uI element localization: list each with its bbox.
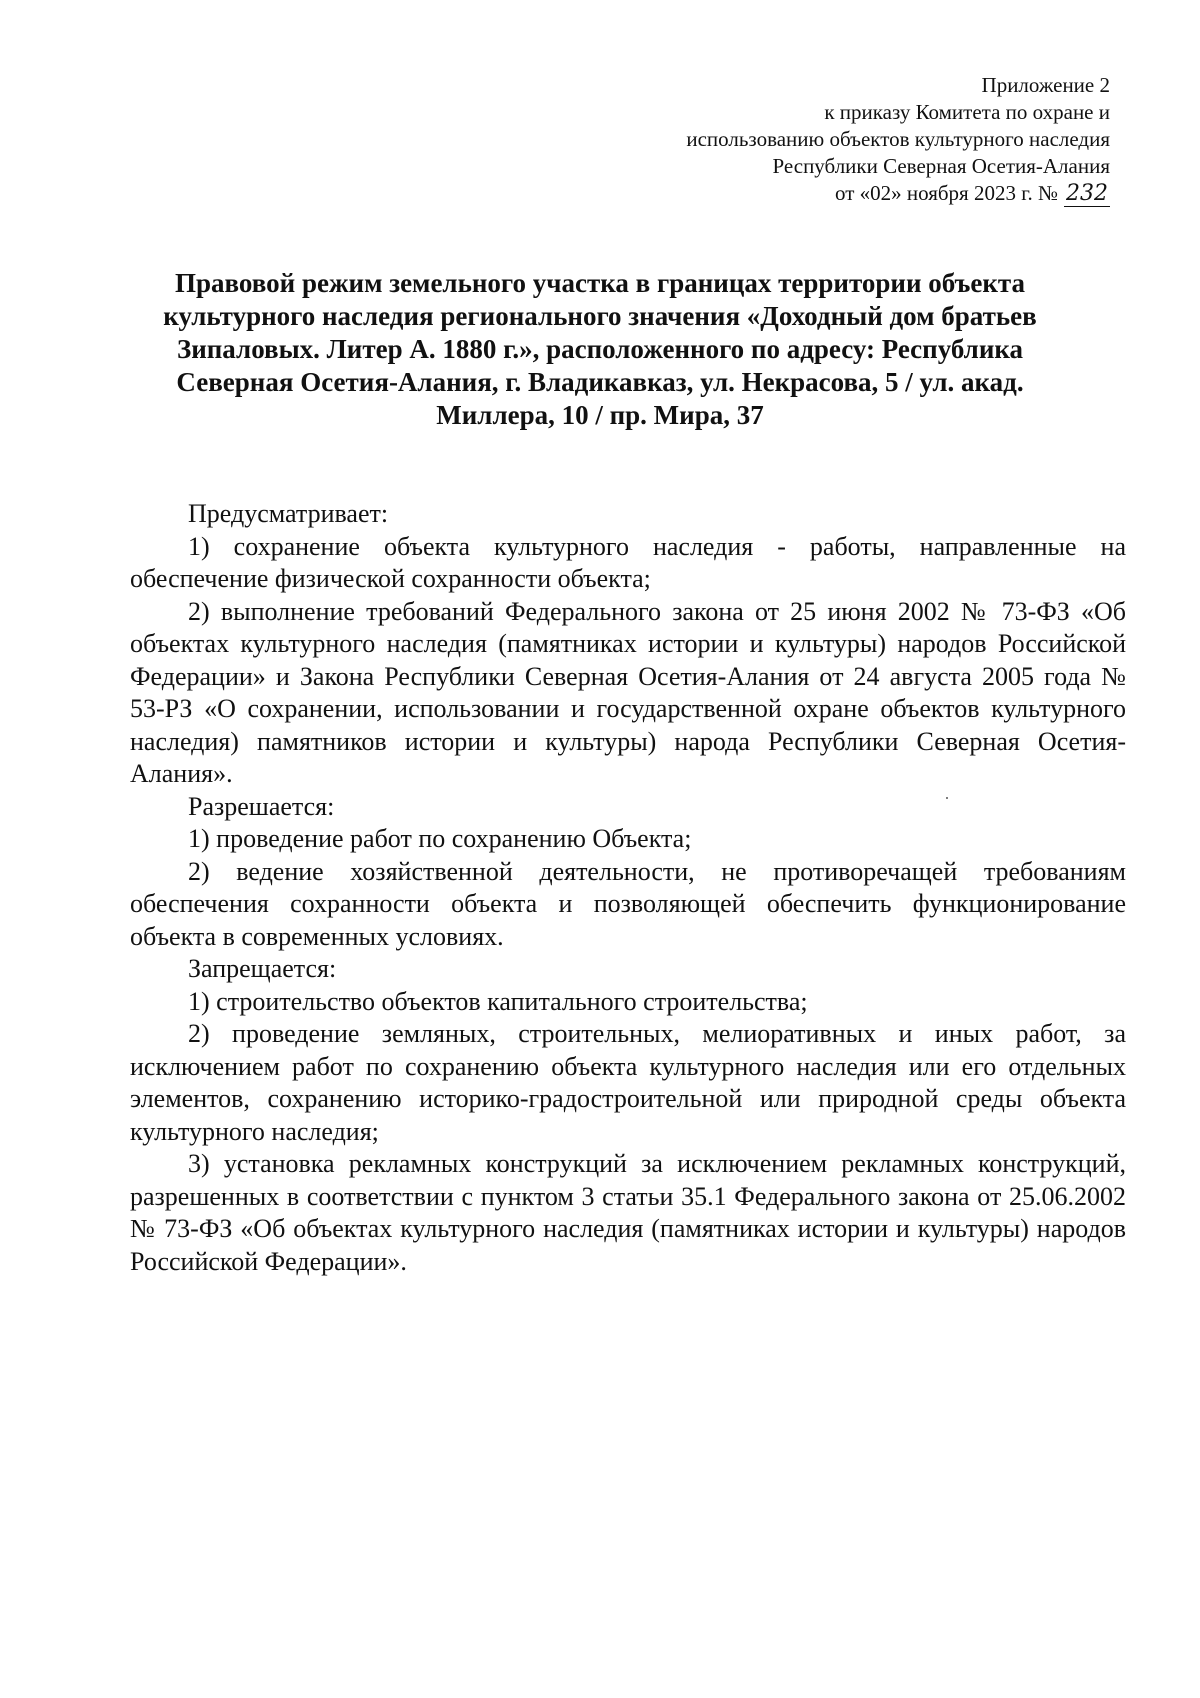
provides-item-1: 1) сохранение объекта культурного наследия - работы, направленные на обеспечение физической сохранности объекта;: [130, 531, 1126, 593]
annex-title: Приложение 2: [981, 73, 1110, 97]
allowed-item-1: 1) проведение работ по сохранению Объекта;: [188, 824, 692, 853]
forbidden-heading: Запрещается:: [188, 954, 337, 983]
forbidden-item-3: 3) установка рекламных конструкций за исключением рекламных конструкций, разрешенных в соответствии с пунктом 3 статьи 35.1 Федерального закона от 25.06.2002 № 73-ФЗ «Об объектах культурного наследия (памятниках истории и культуры) народов Российской Федерации».: [130, 1149, 1126, 1276]
annex-committee: использованию объектов культурного наследия: [686, 127, 1110, 151]
annex-header: [410, 72, 1110, 207]
scan-speck: [946, 797, 948, 799]
allowed-heading: Разрешается:: [188, 791, 335, 821]
annex-republic: Республики Северная Осетия-Алания: [772, 154, 1110, 178]
forbidden-item-1: 1) строительство объектов капитального строительства;: [188, 986, 808, 1016]
provides-item-2: 2) выполнение требований Федерального закона от 25 июня 2002 № 73-ФЗ «Об объектах культурного наследия (памятниках истории и культуры) народов Российской Федерации» и Закона Республики Северная Осетия-Алания от 24 августа 2005 года № 53-РЗ «О сохранении, использовании и государственной охране объектов культурного наследия) памятников истории и культуры) народа Республики Северная Осетия-Алания».: [130, 596, 1126, 788]
document-body: [130, 498, 1126, 1278]
provides-heading: Предусматривает:: [188, 499, 389, 528]
document-title: Правовой режим земельного участка в границах территории объекта культурного наследия регионального значения «Доходный дом братьев Зипаловых. Литер А. 1880 г.», расположенного по адресу: Республика Северная Осетия-Алания, г. Владикавказ, ул. Некрасова, 5 / ул. акад. Миллера, 10 / пр. Мира, 37: [163, 268, 1037, 430]
forbidden-item-2: 2) проведение земляных, строительных, мелиоративных и иных работ, за исключением работ по сохранению объекта культурного наследия или его отдельных элементов, сохранению историко-градостроительной или природной среды объекта культурного наследия;: [130, 1019, 1126, 1146]
annex-date: от «02» ноября 2023 г. №: [834, 181, 1058, 205]
allowed-item-2: 2) ведение хозяйственной деятельности, не противоречащей требованиям обеспечения сохранности объекта и позволяющей обеспечить функционирование объекта в современных условиях.: [130, 856, 1126, 951]
annex-order-ref: к приказу Комитета по охране и: [824, 100, 1110, 124]
handwritten-order-number: 232: [1066, 181, 1108, 206]
annex-date-line: [410, 180, 1110, 207]
